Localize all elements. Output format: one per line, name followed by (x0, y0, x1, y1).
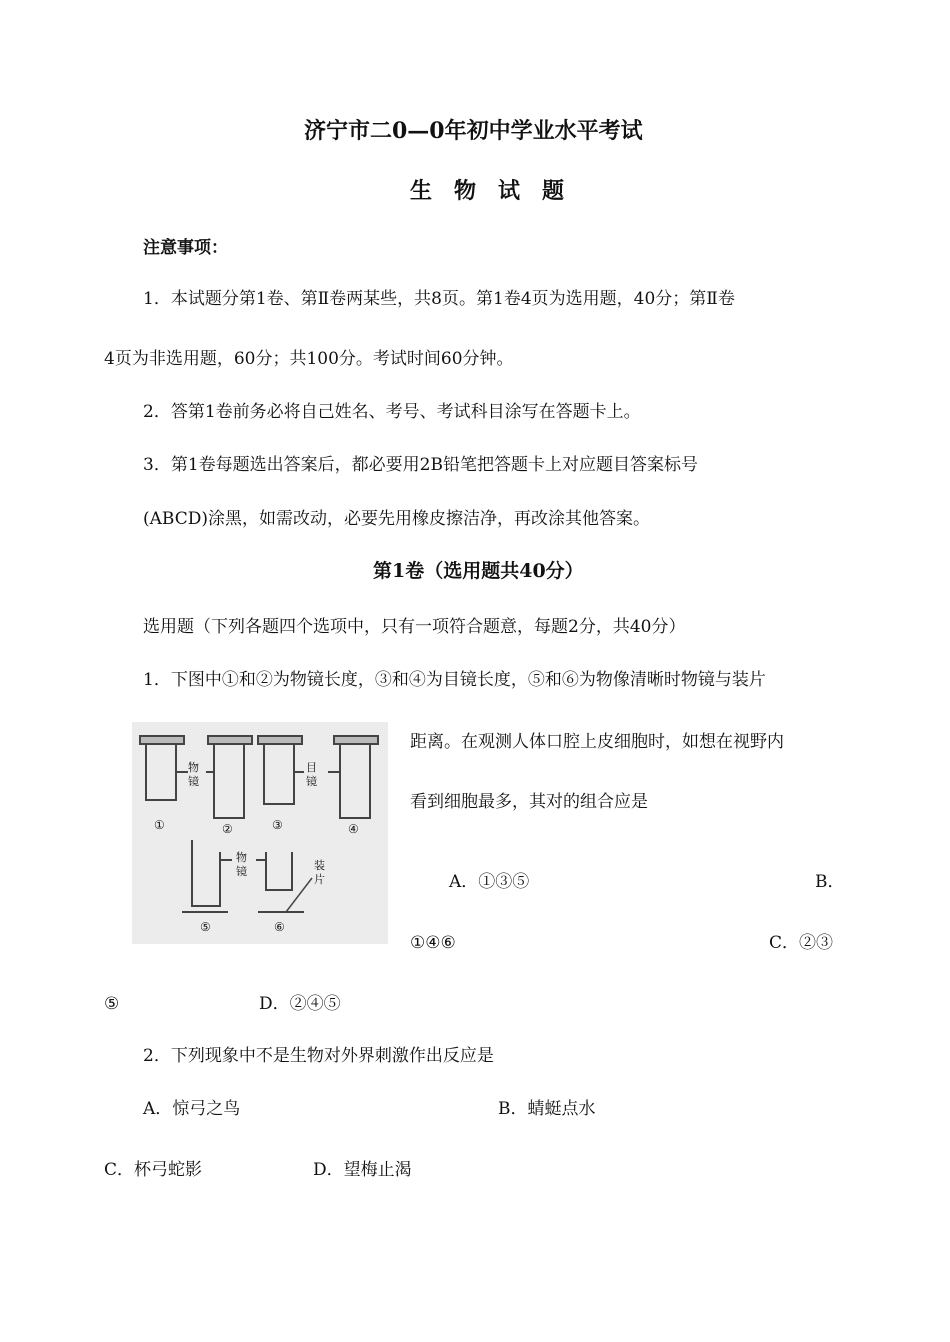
question-1-option-c-value: ⑤ (104, 994, 120, 1014)
figure-label-objective2-2: 镜 (236, 865, 247, 878)
question-2-option-b: B．蜻蜓点水 (498, 1099, 596, 1119)
section-heading: 第1卷（选用题共40分） (373, 560, 584, 582)
figure-number-3: ③ (272, 818, 283, 832)
figure-number-2: ② (222, 822, 233, 836)
figure-label-objective2-1: 物 (236, 851, 247, 864)
microscope-lens-figure (132, 722, 388, 944)
figure-number-5: ⑤ (200, 920, 211, 934)
question-2-option-d: D．望梅止渴 (313, 1160, 412, 1180)
figure-number-1: ① (154, 818, 165, 832)
question-1-option-a: A．①③⑤ (449, 872, 530, 892)
figure-label-eyepiece-1: 目 (306, 761, 317, 774)
notice-item-1-line-1: 1．本试题分第1卷、第Ⅱ卷两某些，共8页。第1卷4页为选用题，40分；第Ⅱ卷 (143, 289, 735, 309)
notice-item-3-line-1: 3．第1卷每题选出答案后，都必要用2B铅笔把答题卡上对应题目答案标号 (143, 455, 698, 475)
question-1-option-b-value: ①④⑥ (410, 933, 456, 953)
question-2-option-a: A．惊弓之鸟 (143, 1099, 241, 1119)
subject-title: 生 物 试 题 (410, 178, 565, 204)
figure-label-slide-2: 片 (314, 873, 325, 886)
question-1-option-c-label: C．②③ (769, 933, 834, 953)
notice-item-2: 2．答第1卷前务必将自己姓名、考号、考试科目涂写在答题卡上。 (143, 402, 641, 422)
exam-title: 济宁市二0—0年初中学业水平考试 (304, 118, 643, 144)
notice-item-3-line-2: (ABCD)涂黑，如需改动，必要先用橡皮擦洁净，再改涂其他答案。 (143, 509, 650, 529)
figure-label-slide-1: 装 (314, 859, 325, 872)
question-1-option-b-label: B． (815, 872, 845, 892)
figure-label-eyepiece-2: 镜 (306, 775, 317, 788)
question-1-option-d: D．②④⑤ (259, 994, 341, 1014)
question-1-stem-line-1: 1．下图中①和②为物镜长度，③和④为目镜长度，⑤和⑥为物像清晰时物镜与装片 (143, 670, 766, 690)
notice-heading: 注意事项： (143, 238, 228, 258)
figure-label-objective-1: 物 (188, 761, 199, 774)
figure-number-6: ⑥ (274, 920, 285, 934)
question-2-stem: 2．下列现象中不是生物对外界刺激作出反应是 (143, 1046, 494, 1066)
figure-label-objective-2: 镜 (188, 775, 199, 788)
figure-number-4: ④ (348, 822, 359, 836)
section-instructions: 选用题（下列各题四个选项中，只有一项符合题意，每题2分，共40分） (143, 617, 686, 637)
question-2-option-c: C．杯弓蛇影 (104, 1160, 203, 1180)
notice-item-1-line-2: 4页为非选用题，60分；共100分。考试时间60分钟。 (104, 349, 514, 369)
question-1-stem-line-2: 距离。在观测人体口腔上皮细胞时，如想在视野内 (410, 732, 784, 752)
question-1-stem-line-3: 看到细胞最多，其对的组合应是 (410, 792, 648, 812)
